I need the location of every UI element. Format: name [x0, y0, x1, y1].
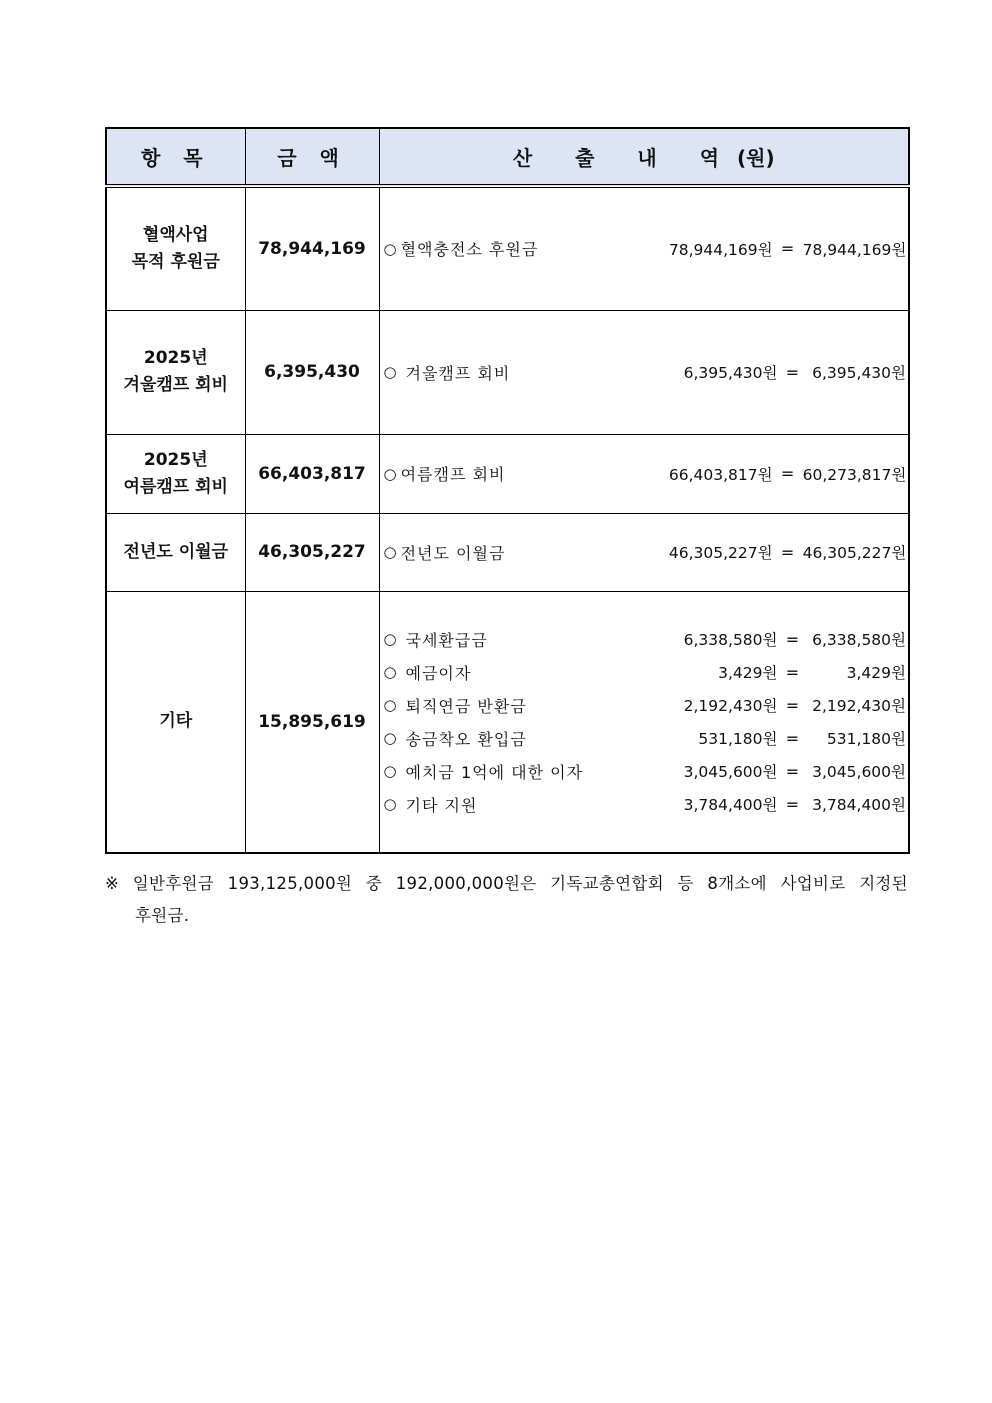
detail-result: 3,784,400원	[812, 796, 906, 815]
category-line: 기타	[159, 711, 193, 732]
footnote-word: 일반후원금	[132, 874, 214, 893]
category-cell	[106, 591, 245, 853]
detail-value: 78,944,169원	[668, 240, 773, 259]
detail-line	[380, 689, 909, 722]
category-cell	[106, 186, 245, 310]
detail-line	[380, 788, 909, 821]
table-header-row	[106, 128, 909, 186]
detail-name: 송금착오 환입금	[405, 729, 527, 749]
header-detail-label: 산 출 내 역	[512, 146, 738, 170]
detail-line	[380, 656, 909, 689]
equals-sign: =	[785, 794, 800, 814]
detail-line	[380, 536, 909, 569]
header-amount: 금 액	[245, 128, 379, 186]
detail-name: 전년도 이월금	[400, 543, 506, 563]
detail-name: 여름캠프 회비	[400, 465, 506, 484]
detail-value: 6,395,430원	[683, 364, 778, 382]
detail-value: 531,180원	[698, 730, 778, 749]
reference-mark-icon: ※	[105, 874, 120, 893]
amount-cell: 78,944,169	[245, 186, 379, 310]
amount-cell: 66,403,817	[245, 434, 379, 513]
detail-value: 2,192,430원	[683, 697, 778, 716]
detail-value: 46,305,227원	[668, 544, 773, 562]
detail-name: 혈액충전소 후원금	[400, 240, 539, 260]
budget-table	[105, 127, 910, 854]
detail-cell	[379, 186, 909, 310]
category-line: 2025년	[143, 449, 208, 470]
footnote-word: 193,125,000원	[227, 874, 353, 893]
detail-cell	[379, 310, 909, 434]
circle-bullet-icon: ○	[383, 663, 397, 682]
circle-bullet-icon: ○	[383, 762, 397, 781]
footnote	[105, 868, 908, 932]
detail-cell	[379, 513, 909, 591]
detail-name: 기타 지원	[405, 795, 478, 815]
circle-bullet-icon: ○	[383, 464, 397, 483]
category-line: 전년도 이월금	[123, 541, 228, 562]
detail-result: 6,395,430원	[812, 364, 906, 382]
category-cell	[106, 434, 245, 513]
detail-value: 66,403,817원	[668, 465, 773, 484]
category-line: 겨울캠프 회비	[123, 375, 228, 395]
header-detail	[379, 128, 909, 186]
equals-sign: =	[780, 239, 795, 259]
detail-result: 531,180원	[826, 730, 906, 749]
equals-sign: =	[785, 629, 800, 649]
circle-bullet-icon: ○	[383, 729, 397, 748]
detail-cell	[379, 591, 909, 853]
detail-result: 3,045,600원	[812, 763, 906, 782]
category-line: 혈액사업	[142, 224, 209, 245]
circle-bullet-icon: ○	[383, 543, 397, 561]
detail-line	[380, 457, 909, 490]
detail-cell	[379, 434, 909, 513]
equals-sign: =	[785, 728, 800, 748]
equals-sign: =	[785, 761, 800, 781]
circle-bullet-icon: ○	[383, 696, 397, 715]
detail-value: 3,045,600원	[683, 763, 778, 782]
equals-sign: =	[785, 695, 800, 715]
detail-value: 6,338,580원	[683, 631, 778, 650]
detail-name: 겨울캠프 회비	[405, 363, 511, 383]
equals-sign: =	[785, 362, 800, 382]
table-row	[106, 186, 909, 310]
footnote-word: 중	[365, 874, 383, 893]
detail-result: 60,273,817원	[802, 465, 907, 484]
footnote-word: 8개소에	[707, 874, 767, 893]
footnote-word: 192,000,000원은	[395, 874, 537, 893]
circle-bullet-icon: ○	[383, 239, 397, 258]
equals-sign: =	[780, 464, 795, 483]
detail-result: 3,429원	[846, 664, 906, 683]
category-cell	[106, 310, 245, 434]
detail-name: 예치금 1억에 대한 이자	[405, 762, 584, 782]
footnote-word: 사업비로	[780, 874, 846, 893]
header-item: 항 목	[106, 128, 245, 186]
circle-bullet-icon: ○	[383, 363, 397, 381]
detail-line	[380, 623, 909, 656]
footnote-line	[105, 868, 908, 900]
circle-bullet-icon: ○	[383, 795, 397, 814]
amount-cell: 46,305,227	[245, 513, 379, 591]
detail-line	[380, 722, 909, 755]
detail-line	[380, 755, 909, 788]
equals-sign: =	[785, 662, 800, 682]
detail-result: 78,944,169원	[802, 240, 907, 259]
footnote-word: 등	[677, 874, 694, 893]
detail-result: 2,192,430원	[812, 697, 906, 716]
amount-cell: 6,395,430	[245, 310, 379, 434]
detail-name: 예금이자	[405, 663, 472, 683]
circle-bullet-icon: ○	[383, 630, 397, 649]
detail-value: 3,784,400원	[683, 796, 778, 815]
detail-line	[380, 232, 909, 265]
detail-result: 6,338,580원	[812, 631, 906, 650]
category-line: 목적 후원금	[131, 251, 220, 272]
category-cell	[106, 513, 245, 591]
detail-name: 국세환급금	[405, 630, 488, 650]
footnote-word: 기독교총연합회	[550, 874, 664, 893]
footnote-line: 후원금.	[135, 906, 190, 925]
detail-result: 46,305,227원	[802, 544, 907, 562]
table-row	[106, 434, 909, 513]
category-line: 2025년	[143, 348, 208, 368]
equals-sign: =	[780, 542, 795, 562]
table-row	[106, 591, 909, 853]
detail-value: 3,429원	[718, 664, 778, 683]
amount-cell: 15,895,619	[245, 591, 379, 853]
footnote-word: 지정된	[859, 874, 908, 893]
category-line: 여름캠프 회비	[123, 476, 228, 497]
detail-name: 퇴직연금 반환금	[405, 696, 527, 716]
header-detail-unit: (원)	[737, 146, 775, 170]
table-row	[106, 513, 909, 591]
table-row	[106, 310, 909, 434]
detail-line	[380, 356, 909, 389]
